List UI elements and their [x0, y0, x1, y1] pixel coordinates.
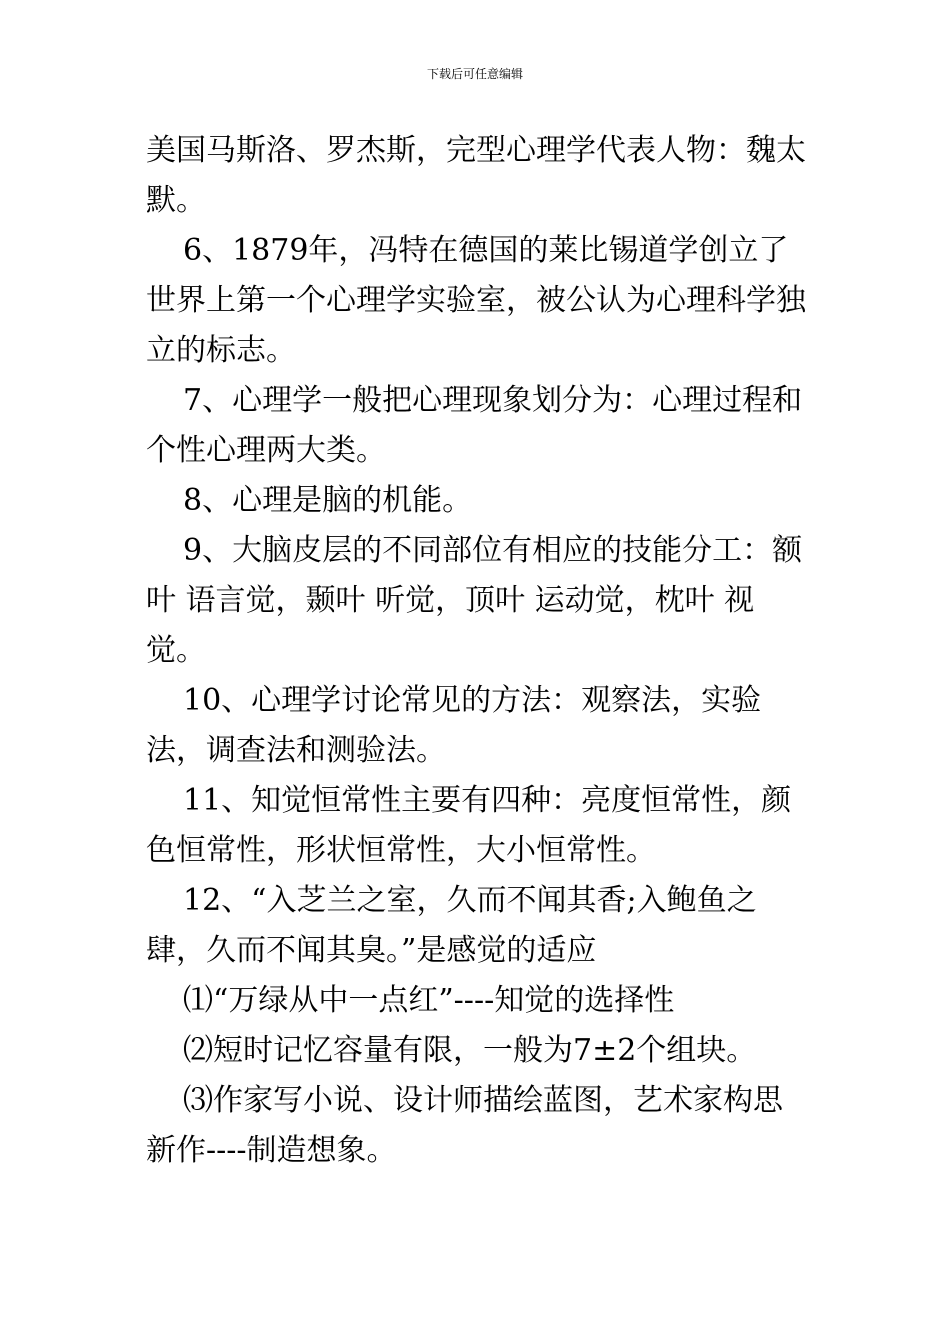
paragraph-item-12: 12、“入芝兰之室，久而不闻其香;入鲍鱼之肆，久而不闻其臭。”是感觉的适应 [146, 883, 757, 968]
page-header: 下载后可任意编辑 [426, 67, 523, 81]
paragraph-subitem-1: ⑴“万绿从中一点红”----知觉的选择性 [183, 983, 675, 1018]
paragraph-item-11: 11、知觉恒常性主要有四种：亮度恒常性，颜色恒常性，形状恒常性，大小恒常性。 [146, 783, 792, 868]
document-body [146, 126, 808, 1176]
paragraph-subitem-2: ⑵短时记忆容量有限，一般为7±2个组块。 [183, 1033, 757, 1068]
paragraph-item-9: 9、大脑皮层的不同部位有相应的技能分工：额叶 语言觉，颞叶 听觉，顶叶 运动觉，枕叶 视觉。 [146, 533, 803, 668]
paragraph-continuation: 美国马斯洛、罗杰斯，完型心理学代表人物：魏太默。 [146, 133, 806, 218]
paragraph-subitem-3: ⑶作家写小说、设计师描绘蓝图，艺术家构思新作----制造想象。 [146, 1083, 783, 1168]
paragraph-item-8: 8、心理是脑的机能。 [183, 483, 473, 518]
paragraph-item-6: 6、1879年，冯特在德国的莱比锡道学创立了世界上第一个心理学实验室，被公认为心理科学独立的标志。 [146, 233, 806, 368]
paragraph-item-7: 7、心理学一般把心理现象划分为：心理过程和个性心理两大类。 [146, 383, 803, 468]
paragraph-item-10: 10、心理学讨论常见的方法：观察法，实验法，调查法和测验法。 [146, 683, 762, 768]
